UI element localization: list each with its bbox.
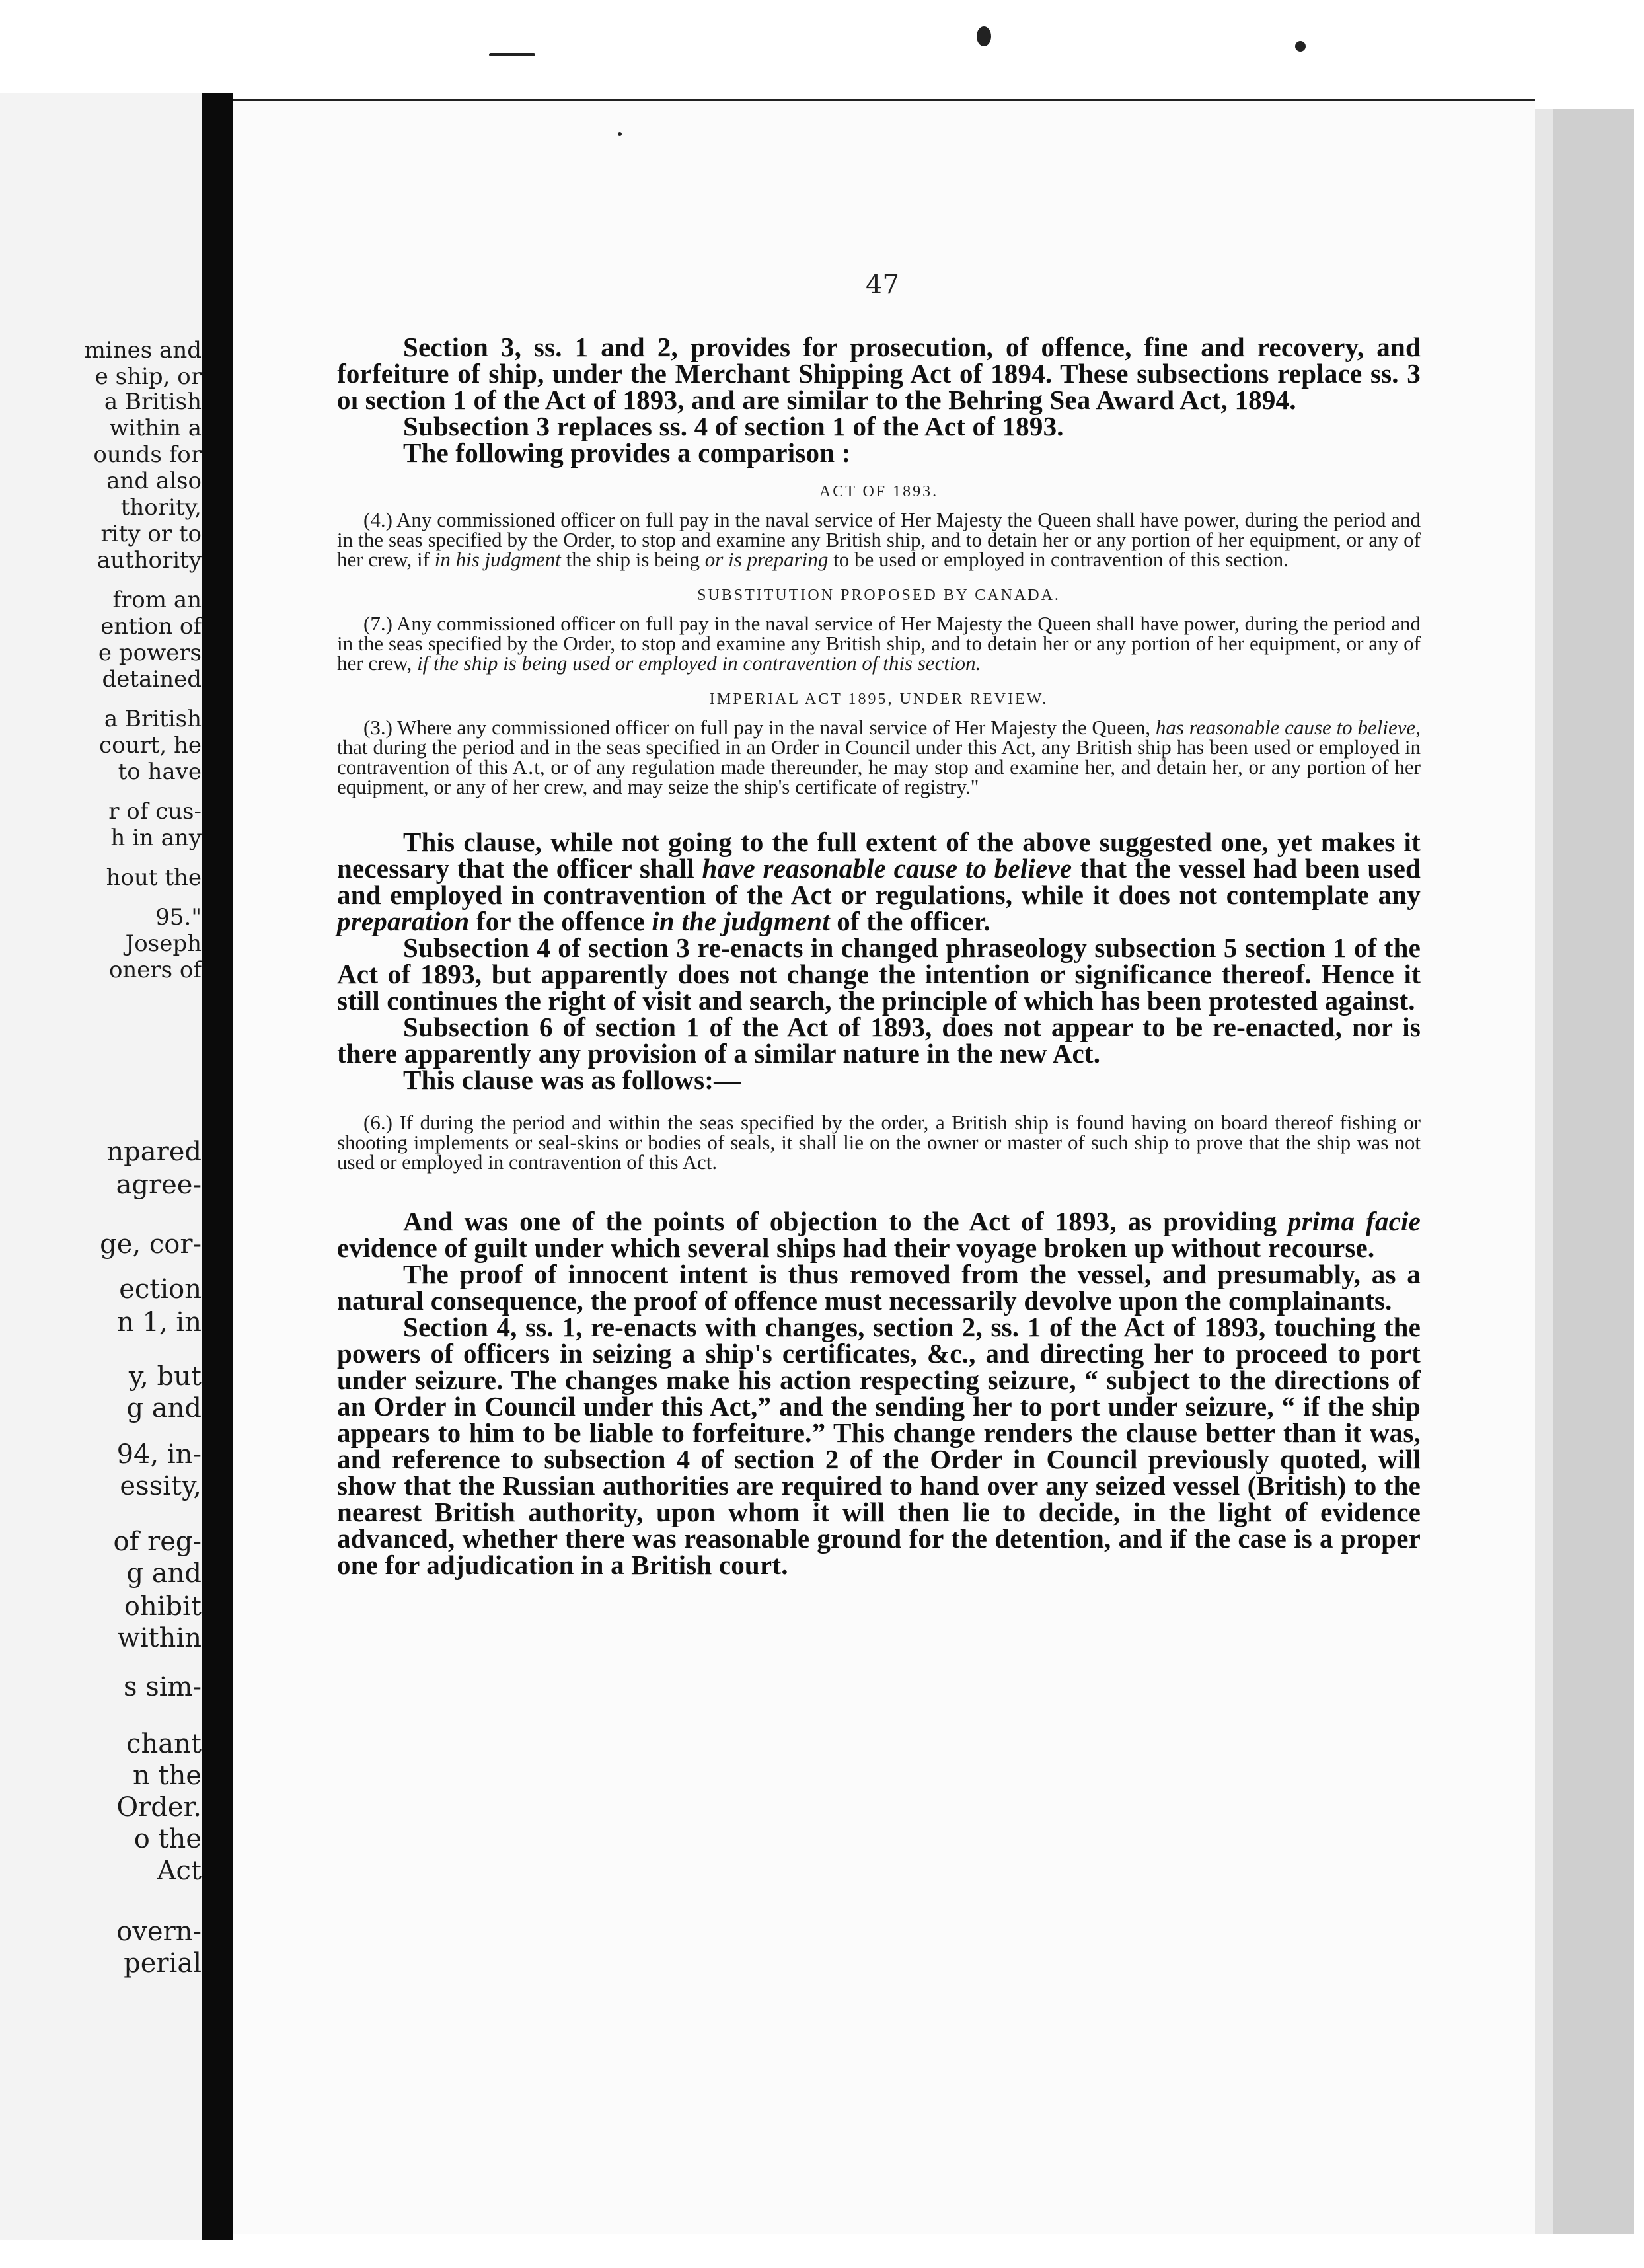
quote-text: (4.) Any commissioned officer on full pay in the naval service of Her Majesty the Queen shall have power, during the period and in the seas specified by the Order, to stop and examine any British ship, and to detain her or any portion of her equipment, or any of her crew, if <box>337 508 1421 571</box>
page-number: 47 <box>866 270 899 300</box>
scan-speck <box>618 132 622 136</box>
facing-page-text-fragment: 94, in- <box>116 1439 202 1470</box>
para-text: And was one of the points of objection to the Act of 1893, as providing <box>403 1206 1289 1236</box>
quote-subsection-6: (6.) If during the period and within the seas specified by the order, a British ship is found having on board thereof fishing or shooting implements or seal-skins or bodies of seals, it shall lie on the owner or master of such ship to prove that the ship was not used or employed in contravention of this Act. <box>337 1111 1421 1174</box>
facing-page-edge <box>0 93 202 2240</box>
paragraph-comparison-intro: The following provides a comparison : <box>403 437 851 468</box>
facing-page-text-fragment: npared <box>106 1137 202 1167</box>
paragraph-section-3: Section 3, ss. 1 and 2, provides for prosecution, of offence, fine and recovery, and forfeiture of ship, under the Merchant Shipping Act of 1894. These subsections replace ss. 3 oı section 1 of the Act of 1893, and are similar to the Behring Sea Award Act, 1894. <box>337 332 1421 415</box>
para-text: evidence of guilt under which several ships had their voyage broken up without recourse. <box>337 1232 1375 1263</box>
facing-page-text-fragment: oners of <box>108 957 202 983</box>
facing-page-text-fragment: Act <box>157 1856 202 1886</box>
facing-page-text-fragment: o the <box>133 1824 202 1854</box>
facing-page-text-fragment: to have <box>118 759 202 785</box>
facing-page-text-fragment: 95." <box>155 904 202 930</box>
quote-imperial-act-1895 <box>337 718 1421 797</box>
facing-page-text-fragment: hout the <box>106 864 202 891</box>
facing-page-text-fragment: r of cus- <box>108 798 202 825</box>
facing-page-text-fragment: of reg- <box>113 1527 202 1557</box>
facing-page-text-fragment: g and <box>126 1393 202 1423</box>
scan-speck <box>1295 41 1306 52</box>
quote-italic: if the ship is being used or employed in contravention of this section. <box>417 652 981 675</box>
facing-page-text-fragment: from an <box>112 587 202 613</box>
paragraph-clause-follows: This clause was as follows:— <box>403 1065 741 1095</box>
paragraph-innocent-intent: The proof of innocent intent is thus removed from the vessel, and presumably, as a natural consequence, the proof of offence must necessarily devolve upon the complainants. <box>337 1259 1421 1316</box>
facing-page-text-fragment: n 1, in <box>117 1307 202 1338</box>
page-edge-highlight <box>1535 109 1553 2240</box>
scan-speck <box>489 53 535 56</box>
book-gutter <box>202 93 233 2240</box>
facing-page-text-fragment: rity or to <box>100 521 202 547</box>
facing-page-text-fragment: within a <box>109 415 202 441</box>
facing-page-text-fragment: agree- <box>116 1170 202 1200</box>
facing-page-text-fragment: overn- <box>116 1916 202 1947</box>
facing-page-text-fragment: thority, <box>120 494 202 521</box>
facing-page-text-fragment: detained <box>102 666 202 693</box>
para-italic: preparation <box>337 906 470 936</box>
para-text: This clause, while not going to the full extent of the above suggested one, yet makes it necessary that the officer shall <box>337 827 1421 884</box>
paragraph-section-4: Section 4, ss. 1, re-enacts with changes, section 2, ss. 1 of the Act of 1893, touching the powers of officers in seizing a ship's certificates, &c., and directing her to proceed to port under seizure. The changes make his action respecting seizure, “ subject to the directions of an Order in Council under this Act,” and the sending her to port under seizure, “ if the ship appears to him to be liable to forfeiture.” This change renders the clause better than it was, and reference to subsection 4 of section 2 of the Order in Council previously quoted, will show that the Russian authorities are required to hand over any seized vessel (British) to the nearest British authority, upon whom it will then lie to decide, in the light of evidence advanced, whether there was reasonable ground for the detention, and if the case is a proper one for adjudication in a British court. <box>337 1312 1421 1580</box>
quote-heading-canada: SUBSTITUTION PROPOSED BY CANADA. <box>697 587 1061 604</box>
facing-page-text-fragment: within <box>117 1623 202 1653</box>
scan-speck <box>977 26 991 46</box>
paragraph-subsection-6: Subsection 6 of section 1 of the Act of 1893, does not appear to be re-enacted, nor is there apparently any provision of a similar nature in the new Act. <box>337 1012 1421 1069</box>
para-italic: prima facie <box>1288 1206 1421 1236</box>
facing-page-text-fragment: n the <box>133 1760 202 1791</box>
facing-page-text-fragment: ge, cor- <box>100 1229 202 1260</box>
facing-page-text-fragment: authority <box>96 547 202 574</box>
facing-page-text-fragment: Order. <box>116 1792 202 1823</box>
facing-page-text-fragment: essity, <box>120 1471 202 1501</box>
paragraph-subsection-3: Subsection 3 replaces ss. 4 of section 1 of the Act of 1893. <box>403 411 1064 441</box>
facing-page-text-fragment: e powers <box>98 640 202 666</box>
quote-italic: has reasonable cause to believe <box>1155 716 1416 739</box>
facing-page-text-fragment: Joseph <box>125 930 202 957</box>
facing-page-text-fragment: ohibit <box>124 1591 202 1622</box>
quote-italic: in his judgment <box>434 548 561 571</box>
facing-page-text-fragment: ounds for <box>93 441 202 468</box>
facing-page-text-fragment: y, but <box>128 1361 202 1392</box>
facing-page-text-fragment: a British <box>104 389 202 415</box>
paragraph-clause-analysis <box>337 829 1421 934</box>
para-italic: have reasonable cause to believe <box>702 853 1072 884</box>
facing-page-text-fragment: e ship, or <box>94 363 202 390</box>
facing-page-text-fragment: and also <box>106 468 202 494</box>
facing-page-text-fragment: mines and <box>84 337 202 363</box>
facing-page-text-fragment: chant <box>126 1729 202 1759</box>
quote-text: (3.) Where any commissioned officer on full pay in the naval service of Her Majesty the Queen, <box>363 716 1156 739</box>
facing-page-text-fragment: h in any <box>110 825 202 851</box>
quote-heading-act-1893: ACT OF 1893. <box>819 483 939 500</box>
quote-text: to be used or employed in contravention of this section. <box>828 548 1289 571</box>
quote-heading-imperial-act: IMPERIAL ACT 1895, UNDER REVIEW. <box>709 691 1049 708</box>
facing-page-text-fragment: a British <box>104 706 202 732</box>
para-italic: in the judgment <box>652 906 830 936</box>
quote-act-1893 <box>337 510 1421 570</box>
para-text: of the officer. <box>829 906 990 936</box>
quote-text: , that during the period and in the seas specified in an Order in Council under this Act, any British ship has been used or employed in contravention of this A․t, or of any regulation made thereunder, he may stop and examine her, and detain her, or any portion of her equipment, or any of her crew, and may seize the ship's certificate of registry." <box>337 716 1421 798</box>
scan-top-margin <box>0 0 1644 106</box>
para-text: for the offence <box>469 906 652 936</box>
quote-canada-substitution <box>337 614 1421 673</box>
scan-bottom-margin <box>233 2234 1634 2268</box>
page-body <box>337 334 1421 1578</box>
facing-page-text-fragment: perial <box>124 1948 202 1979</box>
facing-page-text-fragment: s sim- <box>123 1672 202 1702</box>
quote-text: the ship is being <box>560 548 705 571</box>
paragraph-subsection-4: Subsection 4 of section 3 re-enacts in changed phraseology subsection 5 section 1 of the Act of 1893, but apparently does not change the intention or significance thereof. Hence it still continues the right of visit and search, the principle of which has been protested against. <box>337 932 1421 1016</box>
para-text: that the vessel had been used and employed in contravention of the Act or regulations, while it does not contemplate any <box>337 853 1421 910</box>
facing-page-text-fragment: ention of <box>100 613 202 640</box>
facing-page-text-fragment: ection <box>119 1274 202 1304</box>
facing-page-text-fragment: court, he <box>99 732 202 759</box>
facing-page-text-fragment: g and <box>126 1558 202 1589</box>
paragraph-objection <box>337 1208 1421 1261</box>
quote-text: (7.) Any commissioned officer on full pay in the naval service of Her Majesty the Queen shall have power, during the period and in the seas specified by the Order, to stop and examine any British ship, and to detain her or any portion of her equipment, or any of her crew, <box>337 612 1421 675</box>
quote-italic: or is preparing <box>704 548 829 571</box>
